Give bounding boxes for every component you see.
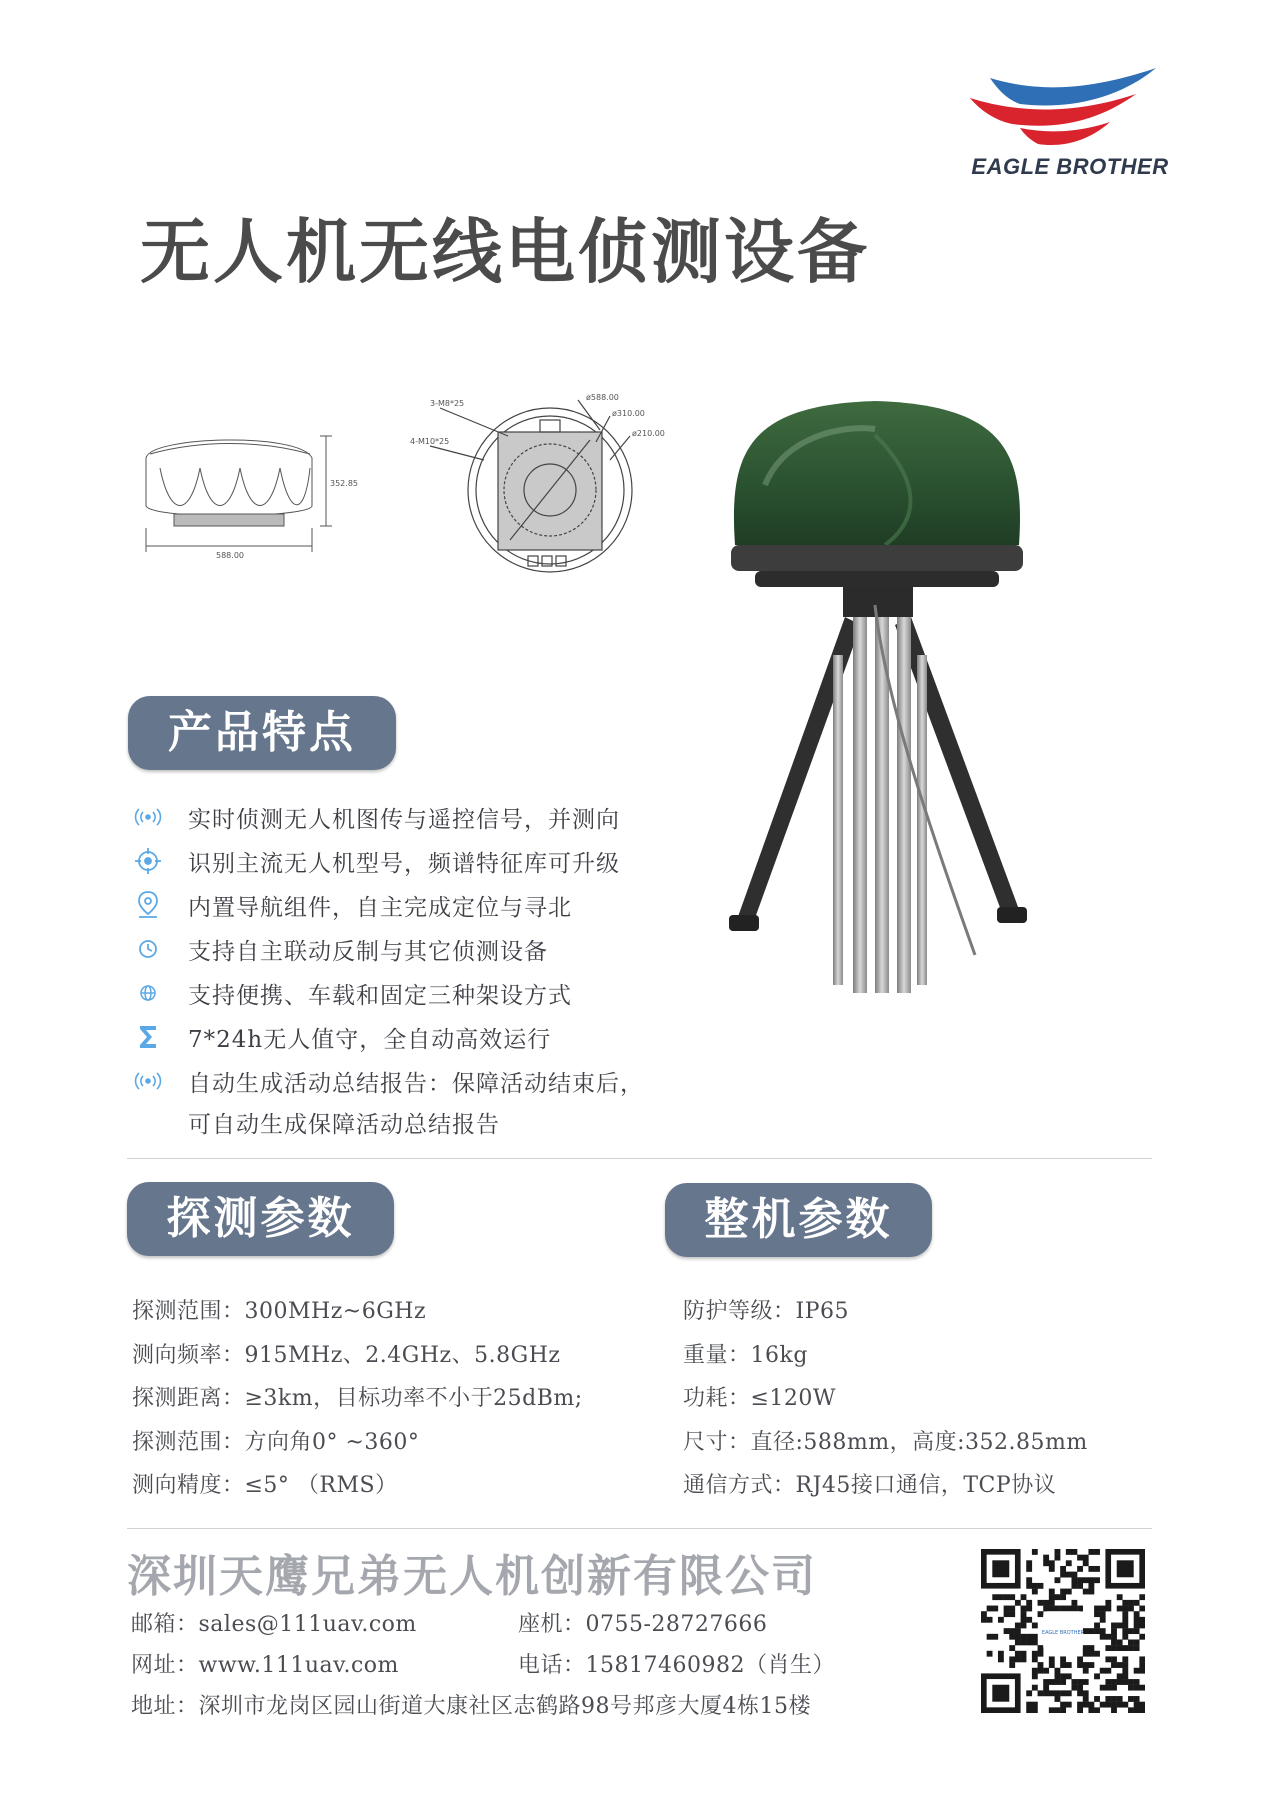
param-row: 通信方式：RJ45接口通信，TCP协议 xyxy=(683,1473,1057,1498)
feature-text: 识别主流无人机型号，频谱特征库可升级 xyxy=(188,850,620,877)
param-row: 尺寸：直径:588mm，高度:352.85mm xyxy=(683,1429,1088,1455)
company-name: 深圳天鹰兄弟无人机创新有限公司 xyxy=(127,1551,817,1602)
brand-logo xyxy=(960,64,1180,194)
param-row: 测向精度：≤5° （RMS） xyxy=(132,1473,398,1498)
crosshair-icon xyxy=(130,843,166,879)
eagle-logo-icon xyxy=(960,64,1180,154)
feature-text: 7*24h无人值守，全自动高效运行 xyxy=(188,1026,552,1053)
detect-params-heading: 探测参数 xyxy=(127,1182,394,1256)
feature-item xyxy=(130,1059,690,1103)
param-row: 防护等级：IP65 xyxy=(683,1299,849,1324)
screw-m10-label: 4-M10*25 xyxy=(410,437,450,446)
side-view-drawing xyxy=(140,428,360,578)
qr-logo-text: EAGLE BROTHER xyxy=(1041,1629,1085,1636)
features-heading: 产品特点 xyxy=(128,696,396,770)
contact-email: 邮箱：sales@111uav.com xyxy=(131,1612,417,1637)
contact-address: 地址：深圳市龙岗区园山街道大康社区志鹤路98号邦彦大厦4栋15楼 xyxy=(131,1694,811,1719)
divider xyxy=(127,1528,1152,1529)
feature-item xyxy=(130,971,690,1015)
feature-item xyxy=(130,795,690,839)
dim-588-label: ø588.00 xyxy=(586,393,619,402)
param-row: 探测范围：方向角0° ~360° xyxy=(132,1429,420,1455)
top-view-drawing xyxy=(400,390,680,590)
dim-310-label: ø310.00 xyxy=(612,409,645,418)
contact-phone: 座机：0755-28727666 xyxy=(518,1612,768,1637)
signal-icon xyxy=(130,799,166,835)
product-image xyxy=(725,395,1030,1005)
feature-text: 实时侦测无人机图传与遥控信号，并测向 xyxy=(188,806,620,833)
brand-name: EAGLE BROTHER xyxy=(971,154,1169,179)
feature-item xyxy=(130,927,690,971)
feature-text: 支持自主联动反制与其它侦测设备 xyxy=(188,938,548,965)
globe-icon xyxy=(130,975,166,1011)
param-row: 重量：16kg xyxy=(683,1342,808,1368)
dim-210-label: ø210.00 xyxy=(632,429,665,438)
feature-item xyxy=(130,883,690,927)
feature-text: 支持便携、车载和固定三种架设方式 xyxy=(188,982,572,1009)
signal-icon xyxy=(130,1063,166,1099)
feature-item xyxy=(130,1015,690,1059)
qr-code xyxy=(981,1549,1145,1713)
device-params-heading: 整机参数 xyxy=(665,1183,932,1257)
location-pin-icon xyxy=(130,887,166,923)
feature-text: 内置导航组件，自主完成定位与寻北 xyxy=(188,894,572,921)
param-row: 测向频率：915MHz、2.4GHz、5.8GHz xyxy=(132,1342,561,1368)
device-params-list xyxy=(683,1290,1088,1508)
contact-website: 网址：www.111uav.com xyxy=(131,1653,399,1678)
detect-params-list xyxy=(132,1290,583,1508)
divider xyxy=(127,1158,1152,1159)
feature-text: 自动生成活动总结报告：保障活动结束后， xyxy=(188,1070,644,1097)
page-title: 无人机无线电侦测设备 xyxy=(140,211,870,293)
side-width-label: 588.00 xyxy=(216,551,244,560)
param-row: 探测距离：≥3km，目标功率不小于25dBm; xyxy=(132,1386,583,1411)
feature-item xyxy=(130,839,690,883)
features-list xyxy=(130,795,690,1147)
clock-icon xyxy=(130,931,166,967)
sigma-icon xyxy=(130,1019,166,1055)
side-height-label: 352.85 xyxy=(330,479,358,488)
screw-m8-label: 3-M8*25 xyxy=(430,399,465,408)
contact-mobile: 电话：15817460982（肖生） xyxy=(518,1653,835,1678)
feature-text-continued: 可自动生成保障活动总结报告 xyxy=(188,1112,500,1138)
param-row: 探测范围：300MHz~6GHz xyxy=(132,1299,427,1324)
param-row: 功耗：≤120W xyxy=(683,1386,837,1411)
